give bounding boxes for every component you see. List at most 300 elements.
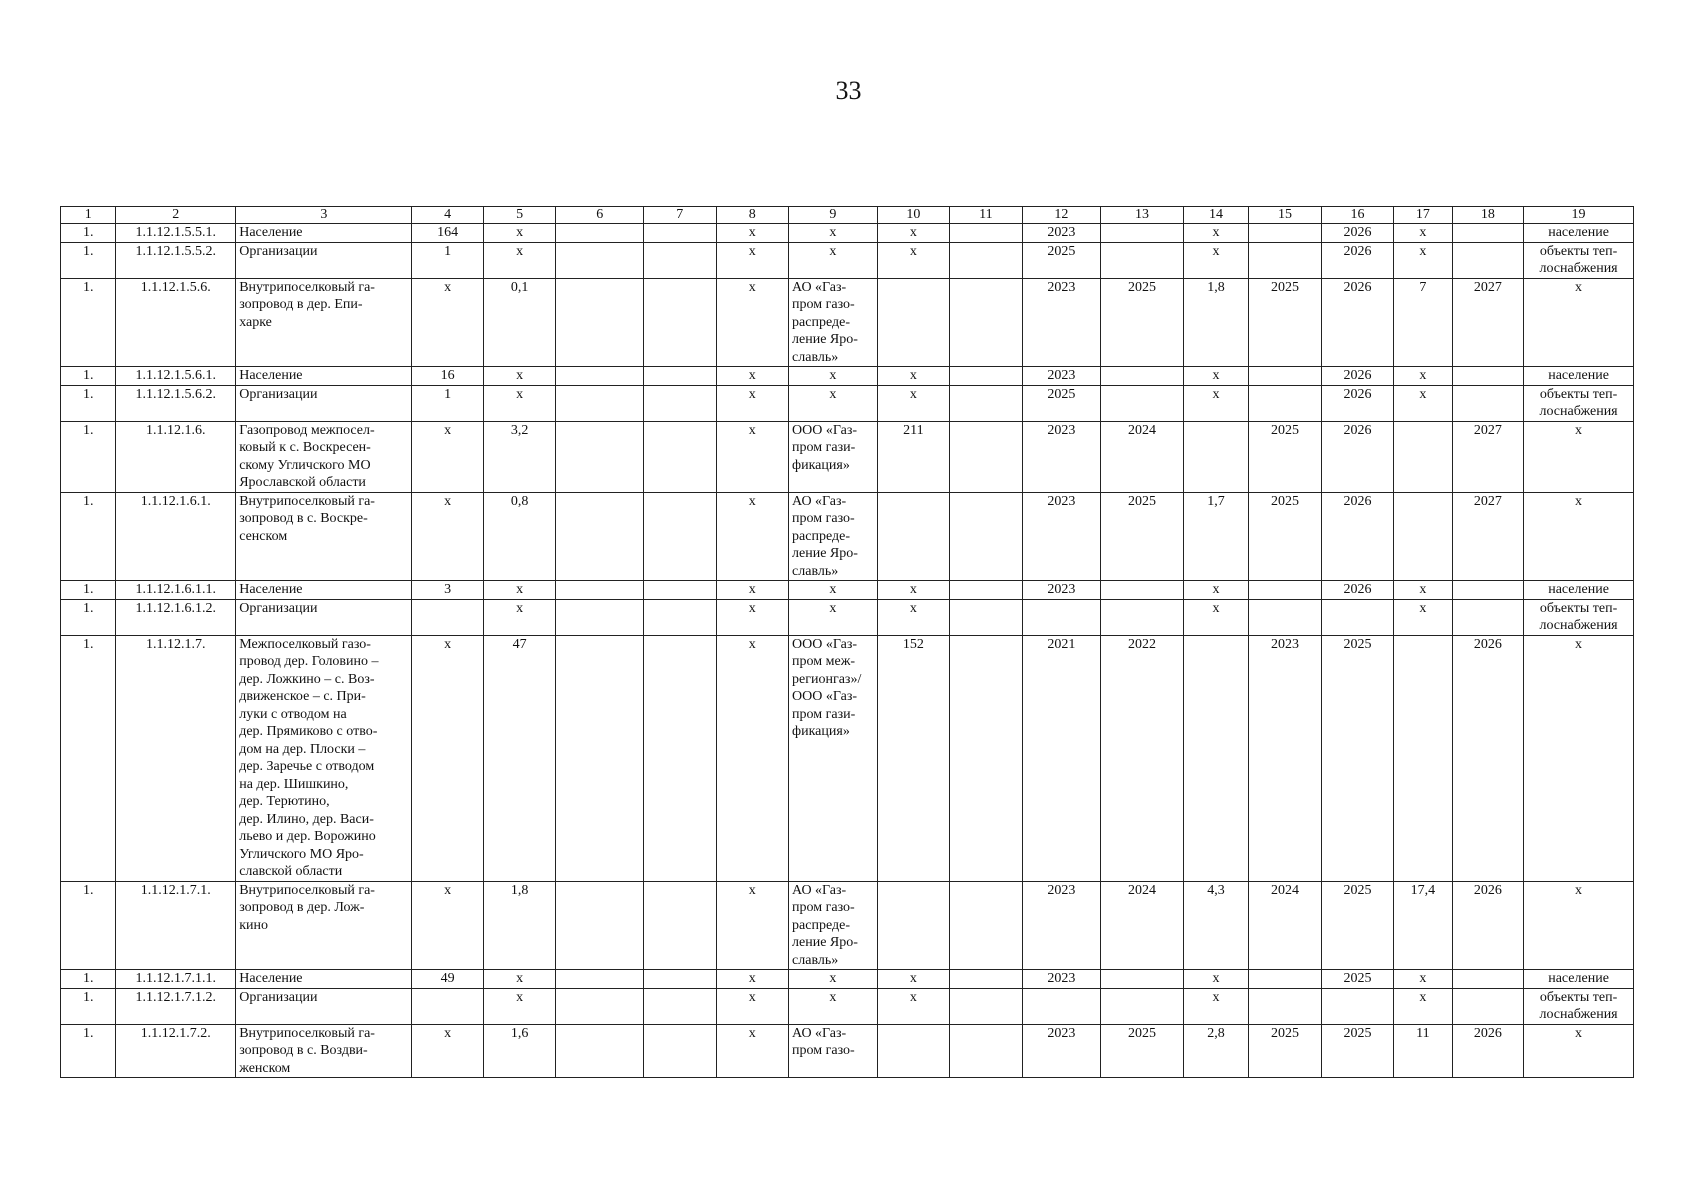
page-number: 33 [835,76,862,105]
table-cell: Организации [236,242,412,278]
table-cell: 49 [412,970,484,989]
table-cell: 1. [61,385,116,421]
table-cell: 2027 [1452,421,1524,492]
table-cell [556,385,644,421]
table-cell: x [412,278,484,367]
table-cell: 1,6 [483,1024,556,1078]
table-cell [644,385,717,421]
table-cell: x [716,242,789,278]
table-cell: x [483,988,556,1024]
table-row [61,224,1634,243]
table-row [61,1024,1634,1078]
table-cell: 1.1.12.1.5.6.1. [116,367,236,386]
table-cell [1452,599,1524,635]
table-cell: x [412,881,484,970]
table-cell: Население [236,224,412,243]
table-cell: 2023 [1022,1024,1101,1078]
table-row [61,635,1634,881]
table-cell: x [877,367,950,386]
table-cell: 16 [412,367,484,386]
table-cell: x [877,581,950,600]
table-cell: x [716,881,789,970]
table-cell: 1. [61,421,116,492]
column-header: 19 [1524,207,1634,224]
table-cell: x [1183,581,1248,600]
table-cell: x [1394,367,1452,386]
header-row [61,207,1634,224]
table-cell: 1. [61,242,116,278]
table-cell [556,581,644,600]
table-cell [1101,970,1184,989]
table-cell: 2025 [1249,421,1322,492]
table-cell [950,881,1023,970]
table-cell [556,635,644,881]
table-cell: объекты теп- лоснабжения [1524,242,1634,278]
table-cell: объекты теп- лоснабжения [1524,988,1634,1024]
table-cell: 2026 [1321,385,1394,421]
table-cell: АО «Газ- пром газо- распреде- ление Яро- славль» [789,492,878,581]
table-cell: 11 [1394,1024,1452,1078]
table-cell: 2023 [1022,492,1101,581]
table-cell: 0,1 [483,278,556,367]
table-row [61,881,1634,970]
table-cell: 4,3 [1183,881,1248,970]
table-cell [1101,385,1184,421]
table-cell: АО «Газ- пром газо- распреде- ление Яро- славль» [789,881,878,970]
table-cell [556,242,644,278]
table-cell: 2025 [1101,278,1184,367]
table-cell [1249,970,1322,989]
table-cell: 47 [483,635,556,881]
table-cell: 2026 [1321,224,1394,243]
table-cell [644,988,717,1024]
table-cell: 2023 [1022,881,1101,970]
table-cell: x [716,599,789,635]
table-cell: x [716,367,789,386]
table-cell: 1.1.12.1.6.1. [116,492,236,581]
table-cell: 2026 [1452,635,1524,881]
table-cell: 17,4 [1394,881,1452,970]
table-cell: 2025 [1321,635,1394,881]
table-cell: x [1524,492,1634,581]
table-cell: 1.1.12.1.5.5.2. [116,242,236,278]
table-cell: 3,2 [483,421,556,492]
table-cell: x [412,1024,484,1078]
table-cell: 1 [412,385,484,421]
table-cell: x [716,988,789,1024]
table-cell: Население [236,970,412,989]
table-cell: x [877,970,950,989]
table-cell: x [716,970,789,989]
table-cell [556,224,644,243]
table-cell: x [1183,970,1248,989]
table-cell: x [789,242,878,278]
table-cell [950,970,1023,989]
table-cell [1101,224,1184,243]
table-cell: 1.1.12.1.7.1. [116,881,236,970]
table-cell: 2023 [1022,367,1101,386]
table-cell [1249,581,1322,600]
table-row [61,278,1634,367]
table-cell [1101,599,1184,635]
table-cell: x [716,492,789,581]
table-cell: население [1524,970,1634,989]
table-cell: x [877,385,950,421]
table-cell: x [483,970,556,989]
table-cell: 1.1.12.1.7.1.1. [116,970,236,989]
table-cell [1249,599,1322,635]
table-cell [950,635,1023,881]
table-cell [950,385,1023,421]
table-row [61,970,1634,989]
column-header: 16 [1321,207,1394,224]
table-cell [1101,242,1184,278]
table-cell: 2,8 [1183,1024,1248,1078]
table-cell [950,581,1023,600]
table-cell: 2025 [1022,242,1101,278]
table-cell: 2025 [1249,492,1322,581]
table-cell: x [789,367,878,386]
table-cell [1321,988,1394,1024]
column-header: 11 [950,207,1023,224]
table-cell: x [1394,581,1452,600]
table-cell: 1.1.12.1.5.5.1. [116,224,236,243]
table-cell: x [483,224,556,243]
table-cell [1101,988,1184,1024]
table-cell: 7 [1394,278,1452,367]
table-cell [950,421,1023,492]
table-cell: 1,8 [483,881,556,970]
column-header: 4 [412,207,484,224]
table-cell: x [1524,421,1634,492]
table-cell: 2024 [1101,881,1184,970]
column-header: 15 [1249,207,1322,224]
table-cell: x [877,224,950,243]
table-cell: 2024 [1249,881,1322,970]
table-cell [950,492,1023,581]
table-cell: x [789,224,878,243]
table-cell [644,421,717,492]
table-cell: x [1183,242,1248,278]
table-cell [556,881,644,970]
table-cell: 2021 [1022,635,1101,881]
table-cell [644,635,717,881]
table-cell: 1 [412,242,484,278]
table-cell: x [789,581,878,600]
table-cell [644,1024,717,1078]
table-cell: x [716,224,789,243]
table-cell [644,970,717,989]
table-cell: население [1524,224,1634,243]
table-cell: x [412,492,484,581]
table-cell [950,599,1023,635]
table-cell: объекты теп- лоснабжения [1524,385,1634,421]
table-cell: 1. [61,278,116,367]
table-cell: Внутрипоселковый га- зопровод в дер. Епи- харке [236,278,412,367]
table-cell: x [1394,599,1452,635]
table-cell [644,492,717,581]
table-cell [556,599,644,635]
table-cell: x [877,988,950,1024]
column-header: 3 [236,207,412,224]
table-cell: 2026 [1321,242,1394,278]
table-row [61,367,1634,386]
table-cell [950,988,1023,1024]
table-cell [1394,492,1452,581]
table-cell [556,492,644,581]
table-cell: 1. [61,581,116,600]
column-header: 5 [483,207,556,224]
column-header: 2 [116,207,236,224]
table-cell [1452,988,1524,1024]
table-cell: 2023 [1022,278,1101,367]
table-cell: 1. [61,635,116,881]
table-cell: x [483,385,556,421]
table-cell: 1. [61,881,116,970]
table-cell: 1. [61,367,116,386]
table-row [61,421,1634,492]
table-cell: x [483,367,556,386]
table-cell [1452,367,1524,386]
table-cell: 1.1.12.1.7.1.2. [116,988,236,1024]
table-cell [950,367,1023,386]
table-cell: x [1524,881,1634,970]
table-cell: 2026 [1321,278,1394,367]
table-cell: 2025 [1022,385,1101,421]
table-cell: АО «Газ- пром газо- распреде- ление Яро- славль» [789,278,878,367]
table-cell: 2026 [1452,1024,1524,1078]
table-cell: 0,8 [483,492,556,581]
table-cell [1022,988,1101,1024]
table-cell: x [716,421,789,492]
table-cell [1183,635,1248,881]
table-cell: x [1524,635,1634,881]
table-cell [644,367,717,386]
table-cell: Организации [236,988,412,1024]
table-cell: ООО «Газ- пром меж- регионгаз»/ ООО «Газ- пром гази- фикация» [789,635,878,881]
column-header: 17 [1394,207,1452,224]
table-cell: Организации [236,385,412,421]
table-cell: x [716,278,789,367]
table-cell: 1.1.12.1.6. [116,421,236,492]
table-cell [950,224,1023,243]
table-cell: 2026 [1452,881,1524,970]
table-cell: 152 [877,635,950,881]
table-cell: x [877,242,950,278]
table-cell [1321,599,1394,635]
table-cell: 2023 [1022,970,1101,989]
table-cell [950,242,1023,278]
table-cell [877,1024,950,1078]
column-header: 12 [1022,207,1101,224]
table-cell [412,988,484,1024]
table-cell: 2026 [1321,367,1394,386]
table-cell [1249,224,1322,243]
table-cell: 2026 [1321,421,1394,492]
table-cell [644,599,717,635]
table-cell: 1. [61,1024,116,1078]
table-cell [1101,367,1184,386]
table-cell [950,1024,1023,1078]
table-cell [556,421,644,492]
table-cell: x [483,242,556,278]
table-cell [950,278,1023,367]
table-cell: 1. [61,599,116,635]
table-cell: x [483,599,556,635]
table-cell: объекты теп- лоснабжения [1524,599,1634,635]
table-cell [644,278,717,367]
table-cell [1394,421,1452,492]
table-cell: x [1524,278,1634,367]
table-cell [877,881,950,970]
column-header: 8 [716,207,789,224]
column-header: 14 [1183,207,1248,224]
table-cell: 2025 [1249,278,1322,367]
column-header: 6 [556,207,644,224]
table-cell: 2025 [1321,1024,1394,1078]
table-cell: x [1524,1024,1634,1078]
table-cell: x [1394,224,1452,243]
table-row [61,581,1634,600]
table-cell: 2023 [1249,635,1322,881]
table-cell: 1.1.12.1.6.1.2. [116,599,236,635]
table-cell [556,970,644,989]
column-header: 13 [1101,207,1184,224]
table-cell: Газопровод межпосел- ковый к с. Воскресен- скому Угличского МО Ярославской области [236,421,412,492]
table-cell: x [789,970,878,989]
table-cell [644,242,717,278]
table-cell: Межпоселковый газо- провод дер. Головино – дер. Ложкино – с. Воз- движенское – с. При- луки с отводом на дер. Прямиково с отво- дом на дер. Плоски – дер. Заречье с отводом на дер. Шишкино, дер. Терютино, дер. Илино, дер. Васи- льево и дер. Ворожино Угличского МО Яро- славской области [236,635,412,881]
table-cell [556,278,644,367]
table-cell: 2026 [1321,492,1394,581]
table-cell: x [1394,385,1452,421]
table-cell: 2025 [1321,881,1394,970]
table-cell [877,278,950,367]
column-header: 10 [877,207,950,224]
table-cell: 2025 [1321,970,1394,989]
table-cell: Население [236,581,412,600]
table-cell: 1. [61,492,116,581]
table-cell: 2023 [1022,581,1101,600]
table-cell: x [716,1024,789,1078]
table-cell: x [789,988,878,1024]
table-cell: x [789,385,878,421]
table-cell: x [1394,242,1452,278]
table-cell: x [877,599,950,635]
table-cell: 1.1.12.1.7.2. [116,1024,236,1078]
table-cell: 2025 [1249,1024,1322,1078]
column-header: 1 [61,207,116,224]
table-cell [1452,581,1524,600]
table-cell: 2025 [1101,1024,1184,1078]
table-cell: x [1394,988,1452,1024]
table-cell [644,581,717,600]
table-cell: 1.1.12.1.5.6.2. [116,385,236,421]
column-header: 18 [1452,207,1524,224]
table-cell: 2022 [1101,635,1184,881]
table-cell [1022,599,1101,635]
table-cell: 1. [61,970,116,989]
table-row [61,385,1634,421]
table-cell: 211 [877,421,950,492]
table-cell: x [1183,599,1248,635]
table-cell: АО «Газ- пром газо- [789,1024,878,1078]
table-row [61,242,1634,278]
table-cell [1394,635,1452,881]
table-cell: x [1183,367,1248,386]
table-cell: 2025 [1101,492,1184,581]
table-cell: x [1183,988,1248,1024]
table-cell: x [412,421,484,492]
table-cell: x [1183,385,1248,421]
table-cell: 2023 [1022,224,1101,243]
table-cell [1452,970,1524,989]
table-cell: x [483,581,556,600]
column-header: 7 [644,207,717,224]
table-cell: 2026 [1321,581,1394,600]
table-cell [1452,224,1524,243]
table-cell: x [716,581,789,600]
table-cell [1249,385,1322,421]
table-cell: Внутрипоселковый га- зопровод в дер. Лож- кино [236,881,412,970]
table-cell [1101,581,1184,600]
table-cell: 2027 [1452,278,1524,367]
table-cell: 1.1.12.1.7. [116,635,236,881]
table-cell: 1.1.12.1.5.6. [116,278,236,367]
table-cell: население [1524,367,1634,386]
table-cell [412,599,484,635]
table-cell: 2027 [1452,492,1524,581]
table-cell: Внутрипоселковый га- зопровод в с. Воскре- сенском [236,492,412,581]
table-row [61,492,1634,581]
table-cell [1183,421,1248,492]
column-header: 9 [789,207,878,224]
table-cell [1452,385,1524,421]
table-cell [556,1024,644,1078]
table-cell: x [716,635,789,881]
table-cell: 2023 [1022,421,1101,492]
table-cell [644,881,717,970]
table-cell [1249,988,1322,1024]
table-cell [556,367,644,386]
table-cell [877,492,950,581]
table-cell: x [716,385,789,421]
table-cell [1249,367,1322,386]
table-cell: 1. [61,988,116,1024]
table-cell: 3 [412,581,484,600]
table-cell: 1,8 [1183,278,1248,367]
table-cell: 1.1.12.1.6.1.1. [116,581,236,600]
table-cell: Внутрипоселковый га- зопровод в с. Воздви- женском [236,1024,412,1078]
table-row [61,599,1634,635]
table-cell: население [1524,581,1634,600]
table-cell: 164 [412,224,484,243]
table-cell: Организации [236,599,412,635]
table-cell [644,224,717,243]
table-cell: x [412,635,484,881]
table-cell: Население [236,367,412,386]
data-table [60,206,1634,1078]
table-cell [556,988,644,1024]
table-cell: ООО «Газ- пром гази- фикация» [789,421,878,492]
table-cell [1249,242,1322,278]
table-cell: x [1183,224,1248,243]
table-cell: 1,7 [1183,492,1248,581]
table-cell: 1. [61,224,116,243]
table-cell [1452,242,1524,278]
table-cell: x [789,599,878,635]
table-cell: 2024 [1101,421,1184,492]
